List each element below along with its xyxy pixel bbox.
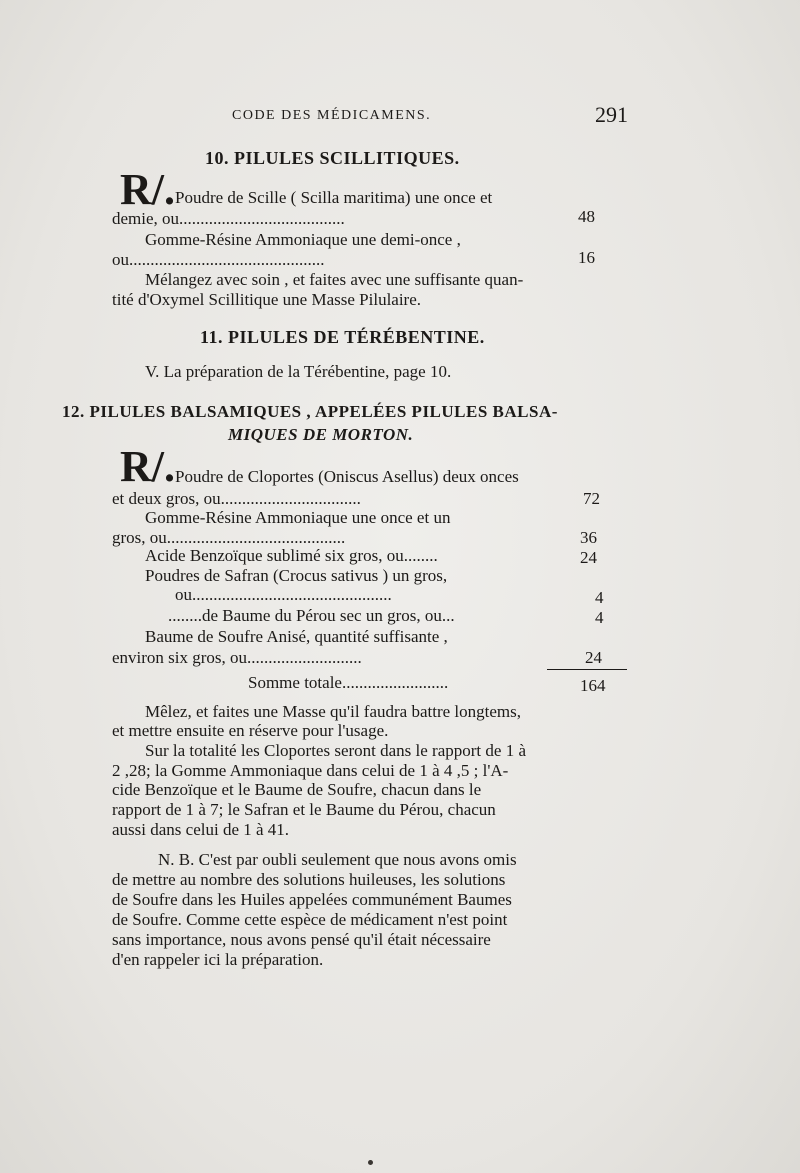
text-line: Sur la totalité les Cloportes seront dans le rapport de 1 à	[145, 741, 526, 760]
text-line: Poudre de Cloportes (Oniscus Asellus) deux onces	[175, 467, 519, 486]
reference-note: V. La préparation de la Térébentine, page 10.	[145, 362, 452, 381]
text-line: ou...............................................	[175, 585, 392, 604]
text-line: Acide Benzoïque sublimé six gros, ou........	[145, 546, 438, 565]
text-line: demie, ou.......................................	[112, 209, 345, 228]
section-11-heading: 11. PILULES DE TÉRÉBENTINE.	[200, 327, 485, 347]
text-line: ou..............................................	[112, 250, 325, 269]
running-head	[232, 102, 628, 127]
quantity-value: 36	[580, 528, 597, 547]
text-line: Mélangez avec soin , et faites avec une suffisante quan-	[145, 270, 524, 289]
note-line: sans importance, nous avons pensé qu'il était nécessaire	[112, 930, 491, 949]
text-line: et mettre ensuite en réserve pour l'usage.	[112, 721, 389, 740]
text-line: Mêlez, et faites une Masse qu'il faudra battre longtems,	[145, 702, 521, 721]
note-line: N. B. C'est par oubli seulement que nous avons omis	[158, 850, 517, 869]
running-title: CODE DES MÉDICAMENS.	[232, 108, 432, 123]
section-12-heading: 12. PILULES BALSAMIQUES , APPELÉES PILULES BALSA-	[62, 402, 558, 421]
text-line: 2 ,28; la Gomme Ammoniaque dans celui de 1 à 4 ,5 ; l'A-	[112, 761, 509, 780]
text-line: aussi dans celui de 1 à 41.	[112, 820, 290, 839]
text-line: Gomme-Résine Ammoniaque une once et un	[145, 508, 451, 527]
text-line: gros, ou..........................................	[112, 528, 346, 547]
text-line: Poudre de Scille ( Scilla maritima) une once et	[175, 188, 493, 207]
note-line: de Soufre. Comme cette espèce de médicament n'est point	[112, 910, 508, 929]
quantity-value: 4	[595, 588, 604, 607]
print-mark	[368, 1160, 373, 1165]
recipe-symbol: R/.	[120, 165, 175, 214]
sum-rule	[547, 669, 627, 670]
text-line: environ six gros, ou...........................	[112, 648, 362, 667]
recipe-symbol: R/.	[120, 442, 175, 491]
page-number: 291	[595, 102, 628, 127]
text-line: cide Benzoïque et le Baume de Soufre, chacun dans le	[112, 780, 482, 799]
text-line: tité d'Oxymel Scillitique une Masse Pilulaire.	[112, 290, 422, 309]
note-line: de Soufre dans les Huiles appelées communément Baumes	[112, 890, 512, 909]
note-line: d'en rappeler ici la préparation.	[112, 950, 324, 969]
note-line: de mettre au nombre des solutions huileuses, les solutions	[112, 870, 506, 889]
total-value: 164	[580, 676, 606, 695]
section-12-heading-cont: MIQUES DE MORTON.	[228, 425, 414, 444]
text-line: et deux gros, ou.................................	[112, 489, 361, 508]
quantity-value: 48	[578, 207, 595, 226]
section-10-heading: 10. PILULES SCILLITIQUES.	[205, 148, 460, 168]
quantity-value: 16	[578, 248, 595, 267]
text-line: rapport de 1 à 7; le Safran et le Baume du Pérou, chacun	[112, 800, 496, 819]
text-line: ........de Baume du Pérou sec un gros, ou...	[168, 606, 455, 625]
text-line: Poudres de Safran (Crocus sativus ) un gros,	[145, 566, 448, 585]
text-line: Baume de Soufre Anisé, quantité suffisante ,	[145, 627, 448, 646]
total-label: Somme totale.........................	[248, 673, 449, 692]
quantity-value: 24	[580, 548, 597, 567]
quantity-value: 4	[595, 608, 604, 627]
quantity-value: 24	[585, 648, 602, 667]
text-line: Gomme-Résine Ammoniaque une demi-once ,	[145, 230, 461, 249]
quantity-value: 72	[583, 489, 600, 508]
